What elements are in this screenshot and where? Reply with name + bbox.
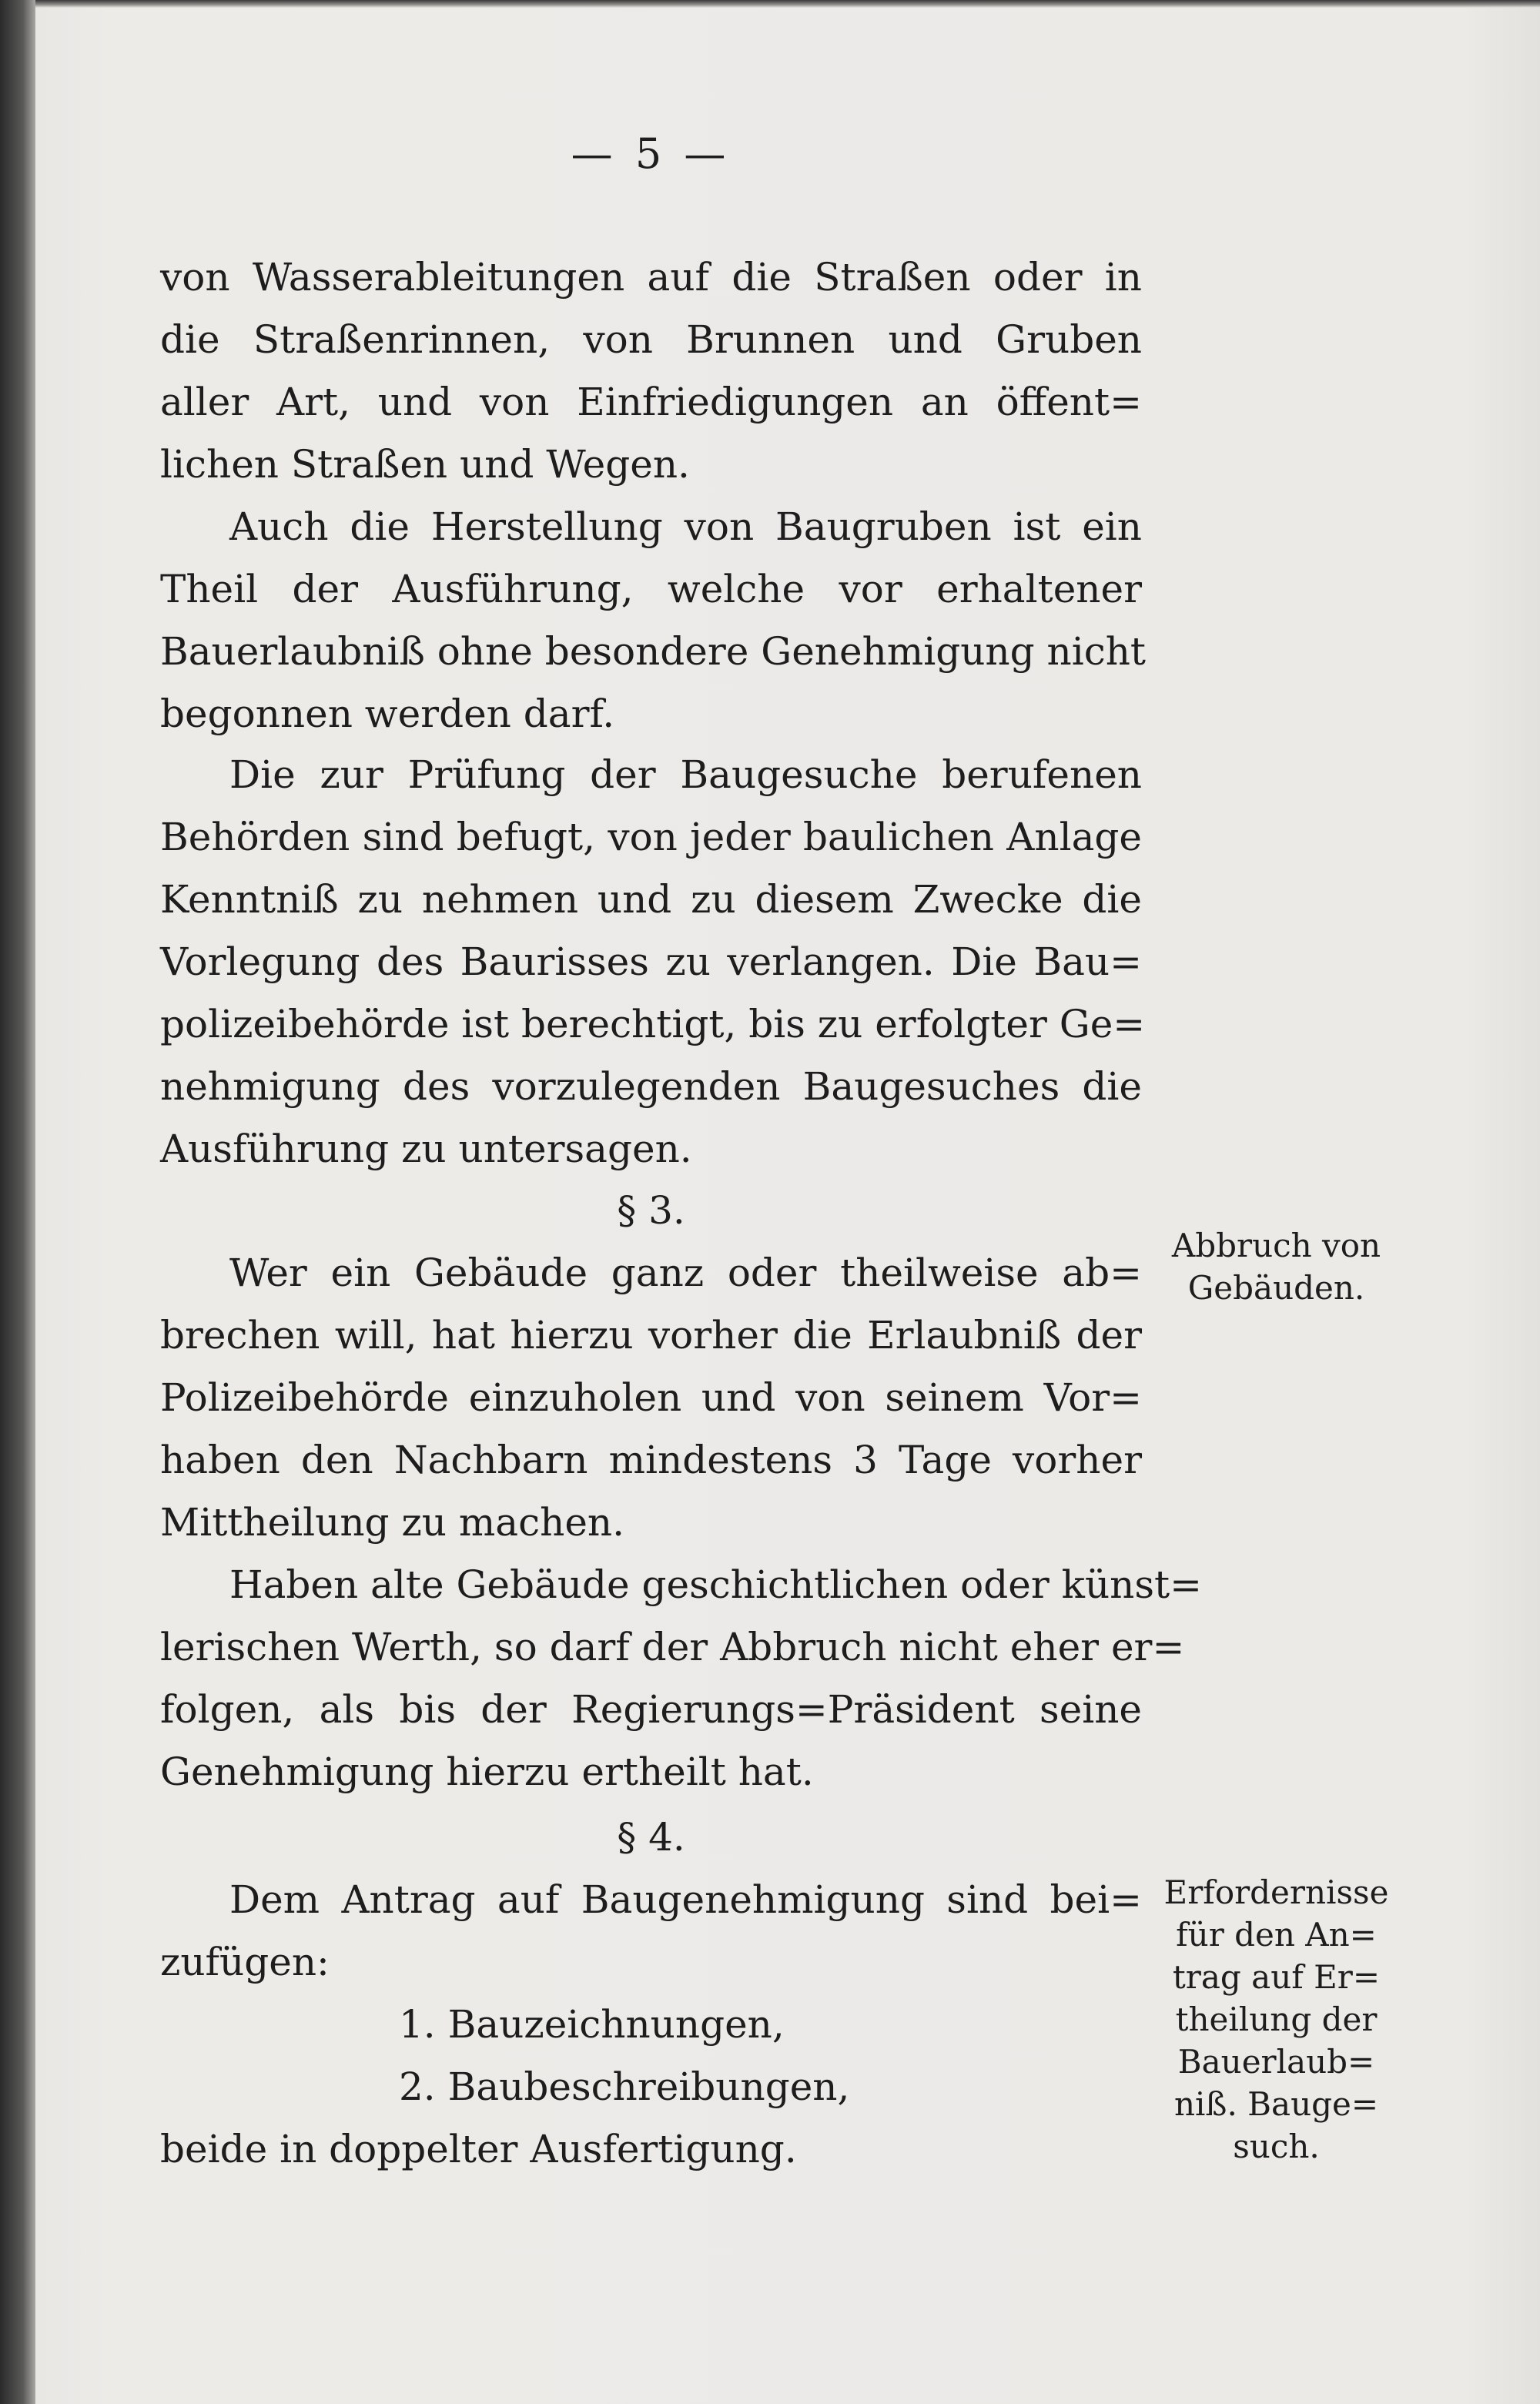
- book-binding-shadow: [0, 0, 35, 2404]
- text-line: Behörden sind befugt, von jeder baulichen Anlage: [160, 815, 1142, 859]
- margin-note-abbruch: [1159, 1224, 1394, 1309]
- text-line: Haben alte Gebäude geschichtlichen oder künst=: [229, 1562, 1202, 1607]
- page-top-edge: [0, 0, 1540, 8]
- paragraph-3: [160, 744, 1146, 1180]
- margin-note-line: Bauerlaub=: [1177, 2043, 1375, 2081]
- text-line: Ausführung zu untersagen.: [160, 1127, 692, 1171]
- text-line: haben den Nachbarn mindestens 3 Tage vorher: [160, 1438, 1142, 1482]
- text-line: die Straßenrinnen, von Brunnen und Gruben: [160, 317, 1142, 362]
- text-line: Theil der Ausführung, welche vor erhaltener: [160, 567, 1142, 611]
- paragraph-1: [160, 246, 1142, 496]
- closing-line: beide in doppelter Ausfertigung.: [160, 2127, 797, 2171]
- paragraph-6: [160, 1869, 1142, 2181]
- text-line: Mittheilung zu machen.: [160, 1500, 625, 1545]
- margin-note-line: niß. Bauge=: [1173, 2085, 1379, 2123]
- text-line: aller Art, und von Einfriedigungen an öffent=: [160, 380, 1142, 424]
- list-item: 1. Bauzeichnungen,: [399, 2002, 785, 2047]
- text-line: Dem Antrag auf Baugenehmigung sind bei=: [229, 1877, 1142, 1922]
- section-heading-3: § 3.: [617, 1188, 685, 1233]
- section-heading-4: § 4.: [617, 1815, 685, 1860]
- text-line: Kenntniß zu nehmen und zu diesem Zwecke die: [160, 877, 1142, 922]
- margin-note-erfordernisse: [1159, 1871, 1394, 2168]
- list-item: 2. Baubeschreibungen,: [399, 2064, 850, 2109]
- margin-note-line: für den An=: [1176, 1916, 1377, 1954]
- paragraph-2: [160, 496, 1147, 745]
- text-line: von Wasserableitungen auf die Straßen oder in: [160, 255, 1142, 300]
- text-line: begonnen werden darf.: [160, 691, 615, 736]
- paragraph-4: [160, 1242, 1142, 1554]
- margin-note-line: Abbruch von: [1171, 1227, 1381, 1264]
- text-line: Polizeibehörde einzuholen und von seinem Vor=: [160, 1375, 1142, 1420]
- margin-note-line: such.: [1233, 2128, 1320, 2165]
- margin-note-line: theilung der: [1175, 2001, 1378, 2038]
- text-line: Wer ein Gebäude ganz oder theilweise ab=: [229, 1251, 1142, 1295]
- text-line: brechen will, hat hierzu vorher die Erlaubniß der: [160, 1313, 1142, 1358]
- text-line: Auch die Herstellung von Baugruben ist ein: [229, 504, 1142, 549]
- text-line: polizeibehörde ist berechtigt, bis zu erfolgter Ge=: [160, 1002, 1146, 1046]
- paragraph-5: [160, 1554, 1202, 1803]
- text-line: lerischen Werth, so darf der Abbruch nicht eher er=: [160, 1625, 1185, 1669]
- margin-note-line: Erfordernisse: [1163, 1873, 1389, 1911]
- text-line: Vorlegung des Baurisses zu verlangen. Die Bau=: [160, 939, 1142, 984]
- text-line: zufügen:: [160, 1940, 330, 1984]
- text-line: Genehmigung hierzu ertheilt hat.: [160, 1749, 814, 1794]
- margin-note-line: trag auf Er=: [1172, 1958, 1381, 1996]
- text-line: lichen Straßen und Wegen.: [160, 442, 690, 487]
- page-number: — 5 —: [571, 129, 731, 178]
- text-line: Bauerlaubniß ohne besondere Genehmigung nicht: [160, 629, 1147, 674]
- margin-note-line: Gebäuden.: [1187, 1269, 1365, 1307]
- text-line: Die zur Prüfung der Baugesuche berufenen: [229, 752, 1142, 797]
- text-line: folgen, als bis der Regierungs=Präsident seine: [160, 1687, 1142, 1732]
- text-line: nehmigung des vorzulegenden Baugesuches die: [160, 1064, 1142, 1109]
